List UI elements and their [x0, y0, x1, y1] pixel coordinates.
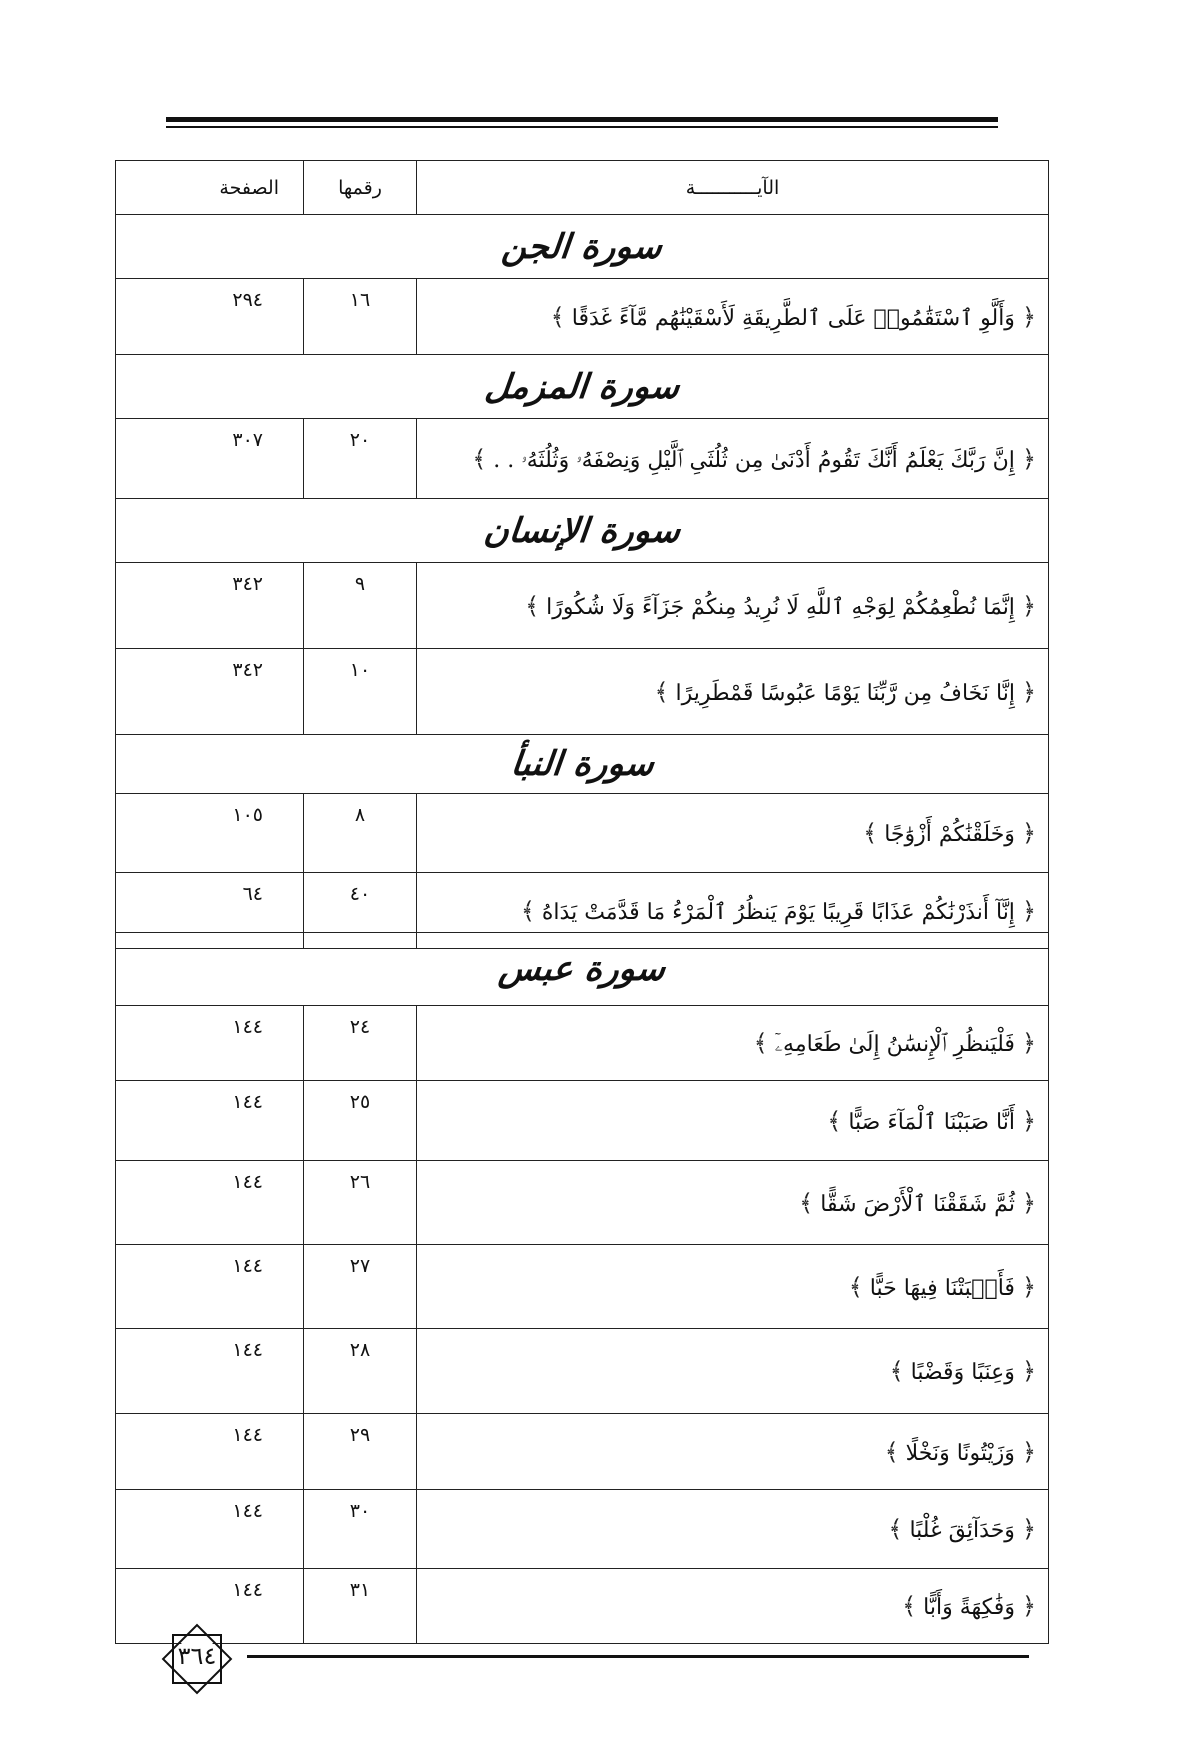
surah-heading-cell [116, 499, 1049, 563]
page-cell [116, 1006, 304, 1081]
verse-text-wrap [417, 1592, 1048, 1620]
verse-number-value: ٢٤ [349, 1016, 371, 1038]
open-bracket-icon: ﴿ [1021, 591, 1036, 620]
page-value: ١٤٤ [232, 1579, 263, 1601]
verse-text: إِنَّا نَخَافُ مِن رَّبِّنَا يَوْمًا عَبُوسًا قَمْطَرِيرًا [675, 680, 1015, 706]
verse-cell [417, 1569, 1049, 1644]
verse-text: وَخَلَقْنَٰكُمْ أَزْوَٰجًا [884, 822, 1015, 847]
verse-number-value: ٨ [354, 804, 366, 826]
table-row [116, 649, 1049, 735]
table-row [116, 1081, 1049, 1161]
verse-text-wrap [417, 1515, 1048, 1543]
verse-cell [417, 563, 1049, 649]
verse-number-value: ٩ [354, 573, 366, 595]
verse-number-value: ٢٨ [349, 1339, 371, 1361]
verse-number-cell [304, 279, 417, 355]
verse-text: إِنَّ رَبَّكَ يَعْلَمُ أَنَّكَ تَقُومُ أَدْنَىٰ مِن ثُلُثَىِ ٱلَّيْلِ وَنِصْفَهُۥ وَثُلُثَهُۥ . . [493, 447, 1015, 473]
verse-number-value: ١٦ [349, 289, 371, 311]
verse-text: وَزَيْتُونًا وَنَخْلًا [905, 1440, 1015, 1466]
surah-name: سورة النبأ [508, 744, 656, 784]
verse-cell [417, 1490, 1049, 1569]
surah-heading-row [116, 499, 1049, 563]
verse-number-cell [304, 1414, 417, 1490]
header-verse-label: الآيـــــــــــة [685, 176, 780, 199]
close-bracket-icon: ﴾ [550, 302, 565, 331]
table-row [116, 1329, 1049, 1414]
page-value: ١٤٤ [232, 1171, 263, 1193]
verse-cell [417, 1006, 1049, 1081]
table-row [116, 1414, 1049, 1490]
verse-text-wrap [417, 1438, 1048, 1466]
verse-text-wrap [417, 1029, 1048, 1057]
verse-text: فَأَنۢبَتْنَا فِيهَا حَبًّا [869, 1275, 1015, 1301]
verse-text: أَنَّا صَبَبْنَا ٱلْمَآءَ صَبًّا [848, 1109, 1015, 1135]
page-value: ١٤٤ [232, 1016, 263, 1038]
page-value: ١٠٥ [232, 804, 263, 826]
footer-rule [247, 1655, 1029, 1658]
open-bracket-icon: ﴿ [1021, 1357, 1036, 1385]
page-value: ١٤٤ [232, 1091, 263, 1113]
surah-name: سورة عبس [496, 949, 668, 989]
close-bracket-icon: ﴾ [863, 819, 878, 847]
verse-text: وَأَلَّوِ ٱسْتَقَٰمُوا۟ عَلَى ٱلطَّرِيقَةِ لَأَسْقَيْنَٰهُم مَّآءً غَدَقًا [571, 305, 1015, 331]
page-value: ١٤٤ [232, 1500, 263, 1522]
open-bracket-icon: ﴿ [1021, 1272, 1036, 1301]
table-row [116, 1569, 1049, 1644]
header-page [116, 161, 304, 215]
verse-number-value: ٢٦ [349, 1171, 371, 1193]
surah-heading-cell [116, 933, 1049, 1006]
verse-number-cell [304, 794, 417, 873]
verse-cell [417, 1081, 1049, 1161]
verse-number-cell [304, 649, 417, 735]
surah-name: سورة المزمل [482, 366, 682, 407]
verse-number-cell [304, 1329, 417, 1414]
surah-heading-row [116, 355, 1049, 419]
page-value: ٢٩٤ [232, 289, 263, 311]
verse-cell [417, 1161, 1049, 1245]
page-cell [116, 1081, 304, 1161]
verse-text: وَحَدَآئِقَ غُلْبًا [909, 1518, 1015, 1543]
verse-text-wrap [417, 819, 1048, 847]
table-row [116, 1161, 1049, 1245]
table-row [116, 1245, 1049, 1329]
surah-name: سورة الجن [500, 226, 664, 267]
verse-text: وَعِنَبًا وَقَضْبًا [910, 1360, 1015, 1385]
verse-text-wrap [417, 1107, 1048, 1135]
surah-heading-cell [116, 735, 1049, 794]
verse-number-value: ٢٧ [349, 1255, 371, 1277]
surah-heading-cell [116, 215, 1049, 279]
close-bracket-icon: ﴾ [827, 1106, 842, 1135]
verse-number-value: ٢٠ [349, 429, 371, 451]
verse-text: وَفَٰكِهَةً وَأَبًّا [923, 1595, 1015, 1620]
verse-text-wrap [417, 303, 1048, 331]
verse-cell [417, 419, 1049, 499]
verse-text-wrap [417, 897, 1048, 925]
page-cell [116, 419, 304, 499]
table-row [116, 1006, 1049, 1081]
verse-number-value: ١٠ [349, 659, 371, 681]
verse-number-cell [304, 1161, 417, 1245]
verse-number-cell [304, 563, 417, 649]
verse-text-wrap [417, 678, 1048, 706]
page-number-badge [156, 1618, 238, 1700]
verse-text-wrap [417, 1357, 1048, 1385]
header-number [304, 161, 417, 215]
header-verse [417, 161, 1049, 215]
table-row [116, 279, 1049, 355]
verse-cell [417, 1245, 1049, 1329]
open-bracket-icon: ﴿ [1021, 444, 1036, 473]
close-bracket-icon: ﴾ [902, 1592, 917, 1620]
open-bracket-icon: ﴿ [1021, 1106, 1036, 1135]
open-bracket-icon: ﴿ [1021, 1188, 1036, 1217]
verse-cell [417, 1414, 1049, 1490]
header-page-label: الصفحة [219, 176, 279, 199]
verse-number-cell [304, 1490, 417, 1569]
surah-heading-row [116, 735, 1049, 794]
verse-number-cell [304, 1245, 417, 1329]
verse-number-value: ٢٩ [349, 1424, 371, 1446]
page-value: ٦٤ [242, 883, 263, 905]
header-number-label: رقمها [338, 176, 382, 199]
verse-number-value: ٣٠ [349, 1500, 371, 1522]
open-bracket-icon: ﴿ [1021, 302, 1036, 331]
close-bracket-icon: ﴾ [520, 896, 535, 925]
page-value: ١٤٤ [232, 1255, 263, 1277]
open-bracket-icon: ﴿ [1021, 1029, 1036, 1057]
open-bracket-icon: ﴿ [1021, 896, 1036, 925]
verse-cell [417, 1329, 1049, 1414]
page-cell [116, 1245, 304, 1329]
verse-number-value: ٢٥ [349, 1091, 371, 1113]
open-bracket-icon: ﴿ [1021, 1437, 1036, 1466]
verse-text: فَلْيَنظُرِ ٱلْإِنسَٰنُ إِلَىٰ طَعَامِهِۦٓ [774, 1032, 1015, 1057]
verse-text-wrap [417, 445, 1048, 473]
page-cell [116, 794, 304, 873]
close-bracket-icon: ﴾ [799, 1188, 814, 1217]
verse-index-table-1 [115, 160, 1049, 949]
surah-heading-row [116, 933, 1049, 1006]
verse-text-wrap [417, 592, 1048, 620]
close-bracket-icon: ﴾ [888, 1515, 903, 1543]
page-cell [116, 649, 304, 735]
page-cell [116, 1490, 304, 1569]
close-bracket-icon: ﴾ [848, 1272, 863, 1301]
close-bracket-icon: ﴾ [753, 1029, 768, 1057]
page-cell [116, 1329, 304, 1414]
surah-name: سورة الإنسان [481, 510, 683, 551]
verse-text: ثُمَّ شَقَقْنَا ٱلْأَرْضَ شَقًّا [820, 1191, 1015, 1217]
top-double-rule [166, 117, 998, 128]
table-header-row [116, 161, 1049, 215]
page-cell [116, 1161, 304, 1245]
verse-number-cell [304, 1081, 417, 1161]
open-bracket-icon: ﴿ [1021, 1515, 1036, 1543]
verse-number-value: ٣١ [349, 1579, 371, 1601]
table-row [116, 1490, 1049, 1569]
surah-heading-cell [116, 355, 1049, 419]
page-value: ٣٤٢ [232, 659, 263, 681]
open-bracket-icon: ﴿ [1021, 819, 1036, 847]
page-value: ١٤٤ [232, 1339, 263, 1361]
page-cell [116, 279, 304, 355]
verse-number-cell [304, 1569, 417, 1644]
verse-cell [417, 279, 1049, 355]
page-value: ٣٤٢ [232, 573, 263, 595]
page-cell [116, 563, 304, 649]
page-value: ١٤٤ [232, 1424, 263, 1446]
open-bracket-icon: ﴿ [1021, 1592, 1036, 1620]
verse-text: إِنَّآ أَنذَرْنَٰكُمْ عَذَابًا قَرِيبًا يَوْمَ يَنظُرُ ٱلْمَرْءُ مَا قَدَّمَتْ يَدَاهُ [541, 899, 1015, 925]
surah-heading-row [116, 215, 1049, 279]
close-bracket-icon: ﴾ [472, 444, 487, 473]
close-bracket-icon: ﴾ [889, 1357, 904, 1385]
verse-number-cell [304, 419, 417, 499]
page-value: ٣٠٧ [232, 429, 263, 451]
verse-number-value: ٤٠ [349, 883, 371, 905]
verse-text-wrap [417, 1189, 1048, 1217]
verse-text: إِنَّمَا نُطْعِمُكُمْ لِوَجْهِ ٱللَّهِ لَا نُرِيدُ مِنكُمْ جَزَآءً وَلَا شُكُورًا [546, 594, 1015, 620]
page-cell [116, 1414, 304, 1490]
close-bracket-icon: ﴾ [654, 677, 669, 706]
close-bracket-icon: ﴾ [525, 591, 540, 620]
verse-number-cell [304, 1006, 417, 1081]
verse-text-wrap [417, 1273, 1048, 1301]
verse-index-table-2 [115, 932, 1049, 1644]
table-row [116, 419, 1049, 499]
verse-cell [417, 649, 1049, 735]
open-bracket-icon: ﴿ [1021, 677, 1036, 706]
table-row [116, 794, 1049, 873]
verse-cell [417, 794, 1049, 873]
table-row [116, 563, 1049, 649]
close-bracket-icon: ﴾ [884, 1437, 899, 1466]
page-number: ٣٦٤ [177, 1642, 217, 1670]
